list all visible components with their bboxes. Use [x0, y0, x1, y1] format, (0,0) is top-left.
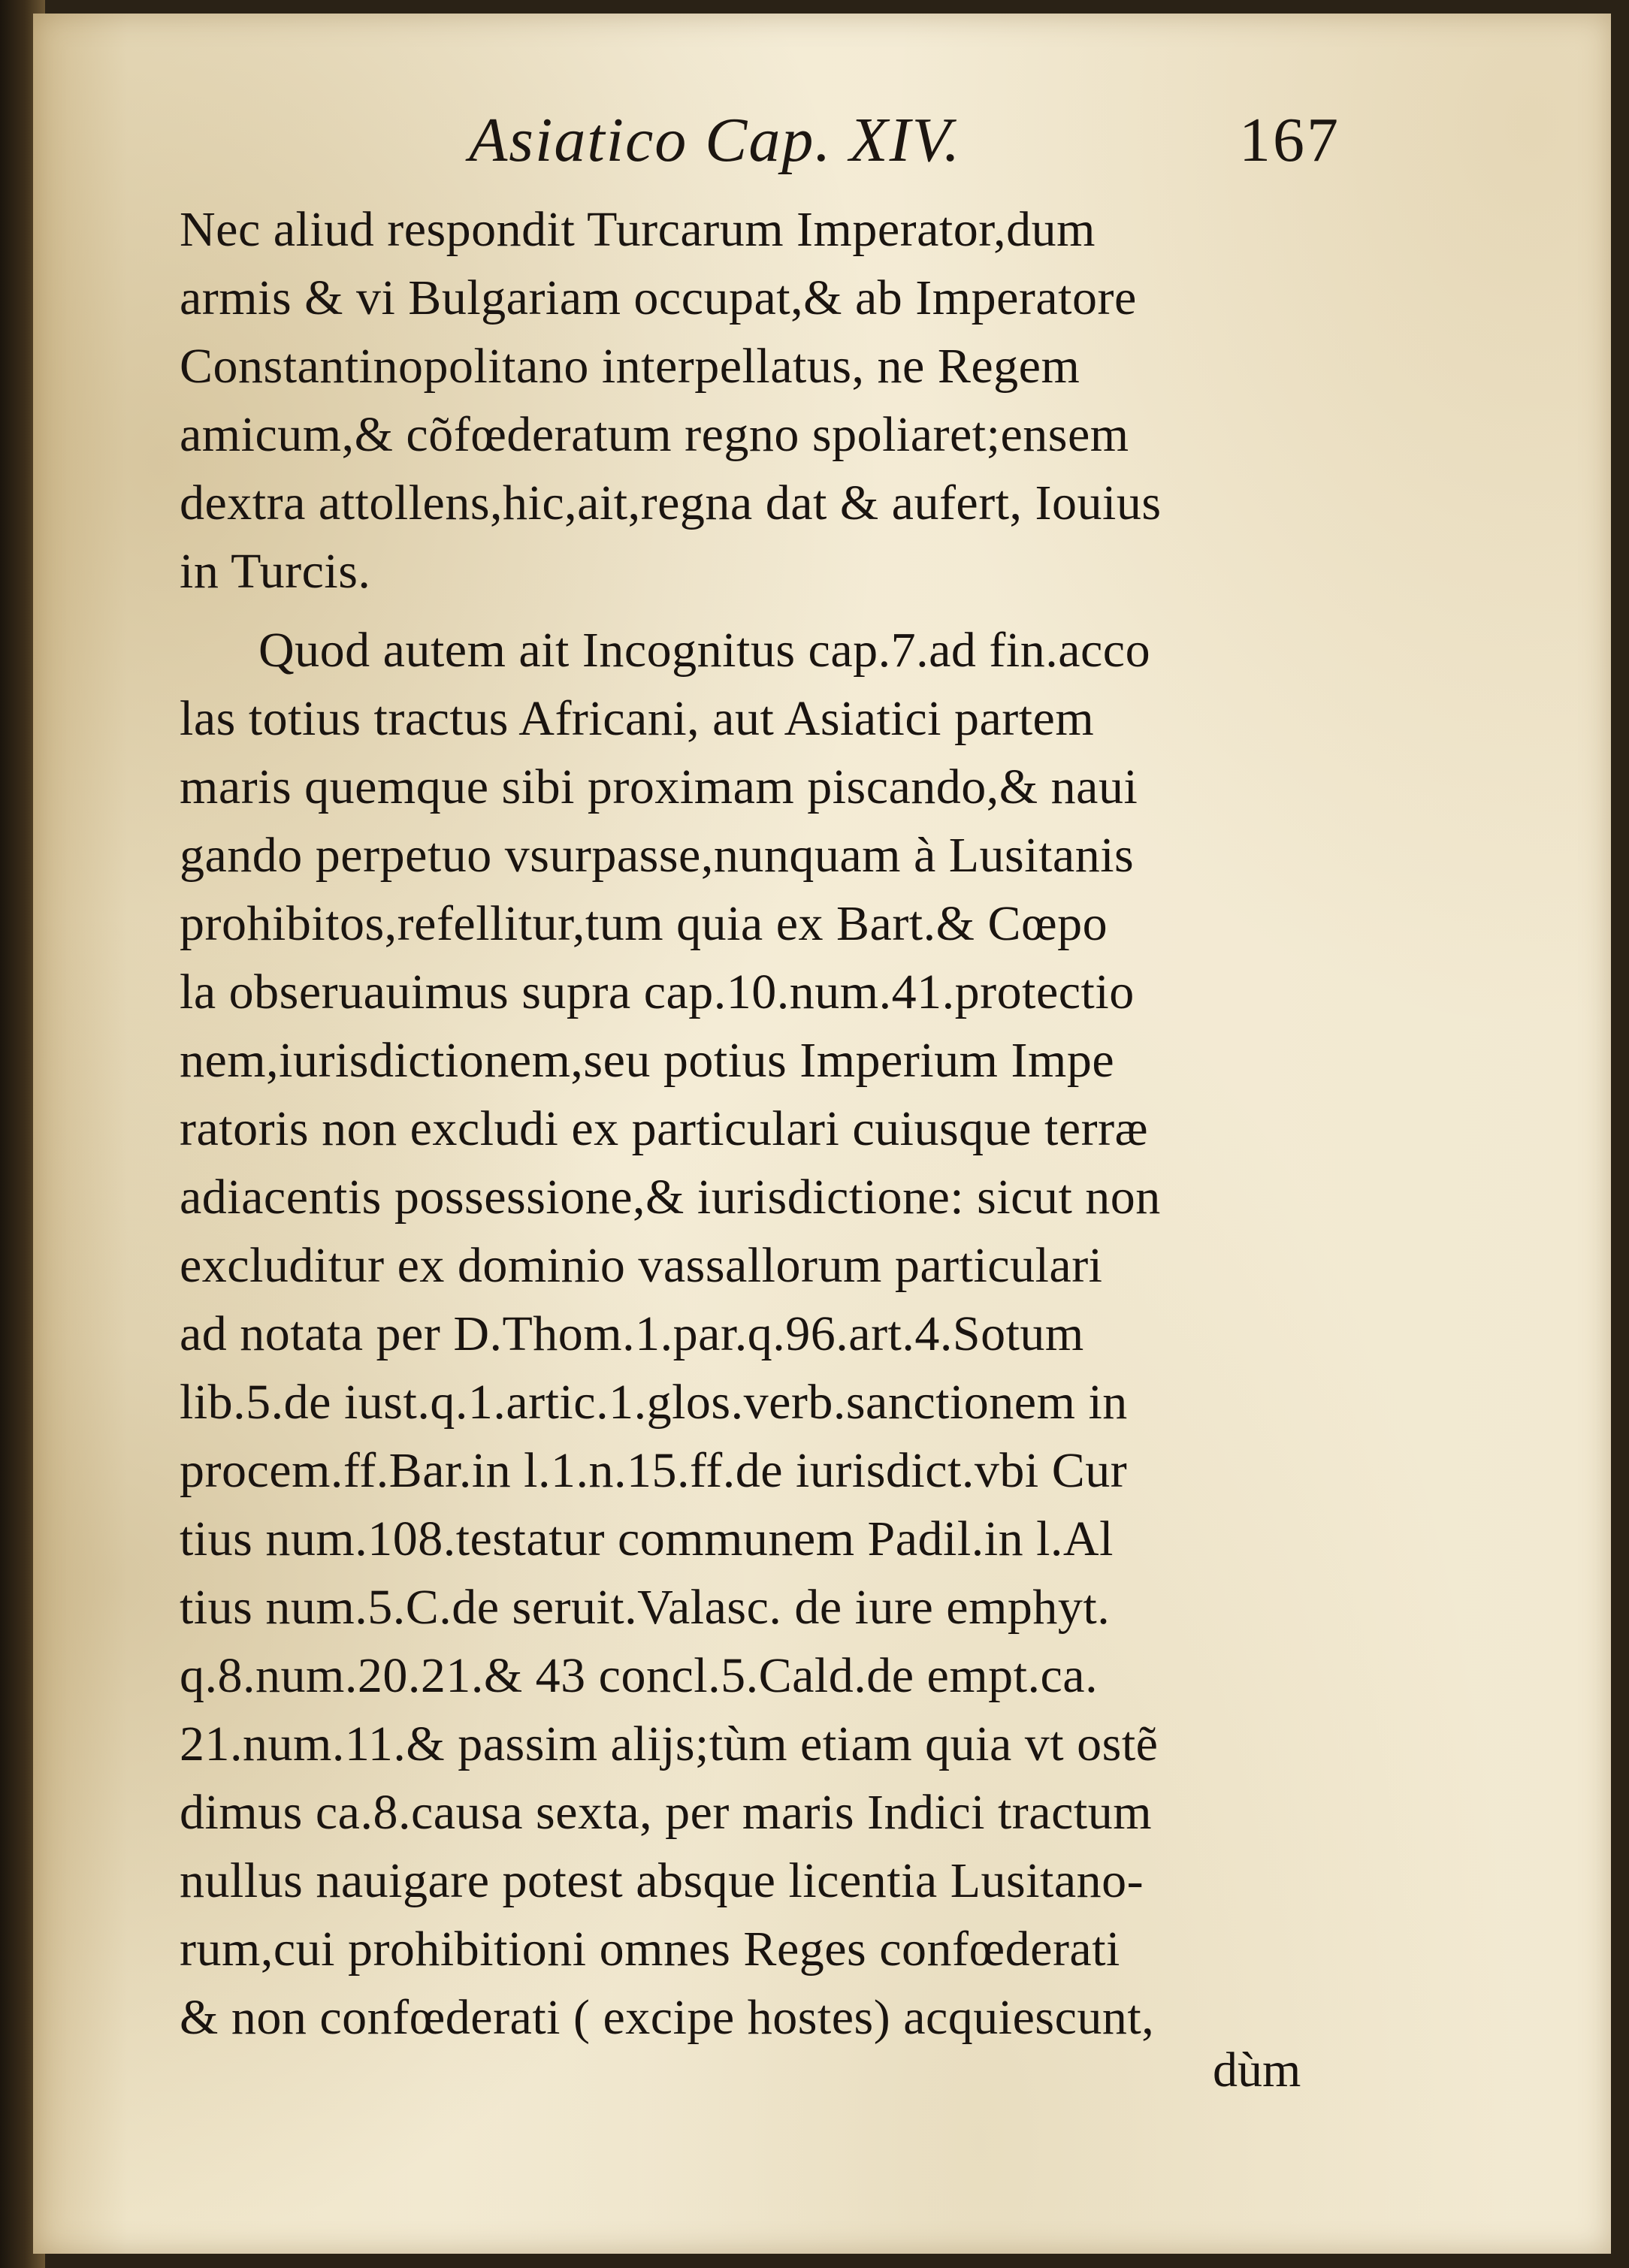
- catchword: dùm: [1213, 2043, 1301, 2097]
- text-line: rum,cui prohibitioni omnes Reges confœderati: [180, 1922, 1120, 1977]
- text-line: las totius tractus Africani, aut Asiatici partem: [180, 691, 1095, 746]
- text-line: ratoris non excludi ex particulari cuiusque terræ: [180, 1101, 1149, 1156]
- text-line: in Turcis.: [180, 544, 371, 599]
- running-head: Asiatico Cap. XIV.: [469, 105, 962, 175]
- text-line: nullus nauigare potest absque licentia Lusitano-: [180, 1853, 1144, 1908]
- text-line: armis & vi Bulgariam occupat,& ab Imperatore: [180, 270, 1137, 325]
- page-header: [439, 104, 1371, 186]
- text-line: procem.ff.Bar.in l.1.n.15.ff.de iurisdict.vbi Cur: [180, 1443, 1128, 1498]
- text-line: q.8.num.20.21.& 43 concl.5.Cald.de empt.ca.: [180, 1648, 1099, 1703]
- text-line: lib.5.de iust.q.1.artic.1.glos.verb.sanctionem in: [180, 1375, 1128, 1430]
- text-line: 21.num.11.& passim alijs;tùm etiam quia vt ostẽ: [180, 1717, 1159, 1771]
- text-line: maris quemque sibi proximam piscando,& naui: [180, 760, 1138, 814]
- text-line: Constantinopolitano interpellatus, ne Regem: [180, 339, 1080, 394]
- text-line: nem,iurisdictionem,seu potius Imperium Impe: [180, 1033, 1115, 1088]
- text-line: tius num.5.C.de seruit.Valasc. de iure emphyt.: [180, 1580, 1111, 1635]
- body-text: [180, 195, 1359, 2052]
- text-line: Nec aliud respondit Turcarum Imperator,dum: [180, 202, 1096, 257]
- paragraph-2: [180, 616, 1359, 2052]
- text-line: la obseruauimus supra cap.10.num.41.protectio: [180, 965, 1135, 1019]
- text-line: dimus ca.8.causa sexta, per maris Indici tractum: [180, 1785, 1153, 1840]
- text-line: adiacentis possessione,& iurisdictione: sicut non: [180, 1170, 1161, 1225]
- paragraph-1: [180, 195, 1359, 606]
- text-line: dextra attollens,hic,ait,regna dat & aufert, Iouius: [180, 476, 1162, 530]
- text-line: amicum,& cõfœderatum regno spoliaret;ensem: [180, 407, 1129, 462]
- text-line: gando perpetuo vsurpasse,nunquam à Lusitanis: [180, 828, 1135, 883]
- text-line: & non confœderati ( excipe hostes) acquiescunt,: [180, 1990, 1155, 2045]
- text-line: tius num.108.testatur communem Padil.in l.Al: [180, 1511, 1114, 1566]
- text-line: ad notata per D.Thom.1.par.q.96.art.4.Sotum: [180, 1306, 1084, 1361]
- text-line: excluditur ex dominio vassallorum particulari: [180, 1238, 1103, 1293]
- text-line: prohibitos,refellitur,tum quia ex Bart.& Cœpo: [180, 896, 1108, 951]
- book-page: [33, 14, 1611, 2254]
- page-number: 167: [1239, 105, 1340, 175]
- text-line: Quod autem ait Incognitus cap.7.ad fin.acco: [258, 623, 1151, 678]
